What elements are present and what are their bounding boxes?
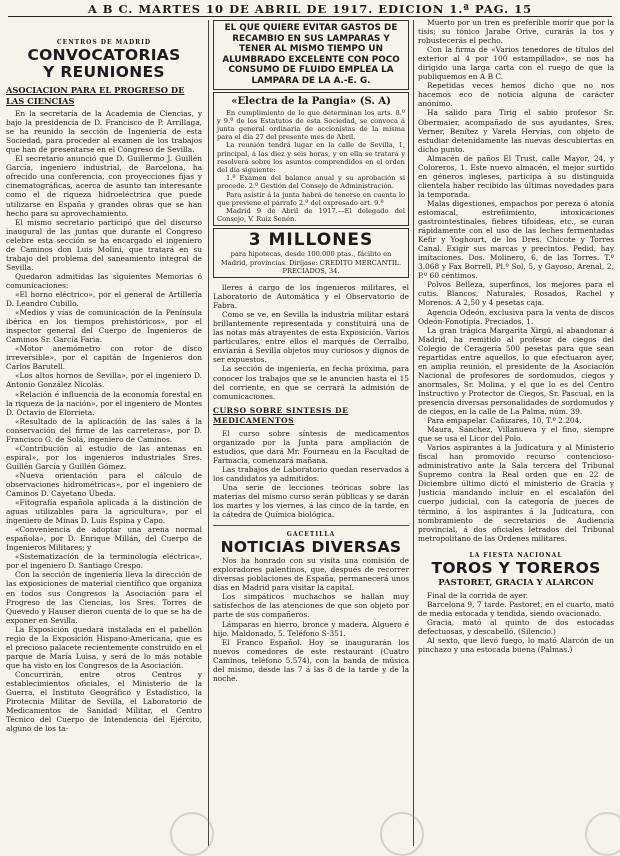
- paragraph: «Resultado de la aplicación de las sales á la conservación del firme de las carreteras», por D. Francisco G. de Solá, ingeniero de Caminos.: [6, 416, 202, 444]
- paragraph: Final de la corrida de ayer.: [427, 590, 528, 600]
- paragraph: Lámparas en hierro, bronce y madera. Alguero é hijo. Maldonado, 5. Teléfono S-351.: [213, 619, 409, 638]
- section-kicker: CENTROS DE MADRID: [56, 39, 152, 46]
- paragraph: El Franco Español. Hoy se inaugurarán los nuevos comedores de este restaurant (Cuatro Caminos, teléfono 5.574), con la banda de música del mismo, desde las 7 á las 8 de la tarde y de la noche.: [213, 637, 409, 683]
- column-left: [6, 18, 202, 848]
- paragraph: Varios aspirantes á la Judicatura y al Ministerio fiscal han promovido recurso contencioso-administrativo ante la Sala tercera del Tribunal Supremo contra la Real orden que en 22 de Diciembre último dictó el ministerio de Gracia y Justicia mandando incluir en el escalafón del cuerpo judicial, con la categoría de jueces de término, á los aspirantes á la Judicatura, con nombramiento de secretarios de Audiencia provincial, á dos oficiales letrados del Tribunal metropolitano de las Ordenes militares.: [418, 443, 614, 543]
- paragraph: La sección de ingeniería, en fecha próxima, para conocer los trabajos que se le anuncien hasta el 15 del corriente, en que se cerrará la admisión de comunicaciones.: [213, 364, 409, 401]
- paragraph: Agencia Odeón, exclusiva para la venta de discos Odeón-Fonotipia. Preciados, 1.: [418, 307, 614, 326]
- paragraph: Almacén de paños El Trust, calle Mayor, 24, y Coloreros, 1. Este nuevo almacén, el mejor surtido en géneros ingleses, participa á su distinguida clientela haber recibido las últimas novedades para la temporada.: [418, 153, 614, 199]
- advertisement-aeg: [213, 20, 409, 90]
- paragraph: Polvos Belleza, superfinos, los mejores para el cutis. Blancos, Naturales, Rosados, Rachel y Morenos. A 2,50 y 4 pesetas caja.: [418, 280, 614, 308]
- paragraph: «Sistematización de la terminología eléctrica», por el ingeniero D. Santiago Crespo.: [6, 552, 202, 571]
- paragraph: «Medios y vías de comunicación de la Península ibérica en los tiempos prehistóricos», por el inspector general del Cuerpo de Ingenieros de Caminos Sr. García Faria.: [6, 308, 202, 345]
- notice-body: [217, 109, 405, 224]
- paragraph: Concurrirán, entre otros Centros y establecimientos oficiales, el Ministerio de la Guerra, el Instituto Geográfico y Estadístico, la Pirotecnia Militar de Sevilla, el Laboratorio de Medicamentos de Sanidad Militar, el Centro Técnico del Cuerpo de Intendencia del Ejército, alguno de los ta-: [6, 669, 202, 734]
- article-body: [418, 18, 614, 543]
- paragraph: Una serie de lecciones teóricas sobre las materias del mismo curso serán públicas y se darán los martes y los viernes, á las cinco de la tarde, en la cátedra de Química biológica.: [213, 482, 409, 520]
- paragraph: Muerto por un tren es preferible morir que por la tisis; su tónico Jarabe Orive, curarás la tos y robustecerás el pecho.: [418, 18, 614, 46]
- article-subhead: CURSO SOBRE SINTESIS DE MEDICAMENTOS: [213, 405, 349, 425]
- paragraph: Repetidas veces hemos dicho que no nos hacemos eco de noticia alguna de carácter anónimo.: [418, 81, 614, 109]
- paragraph: Maura, Sánchez, Villanueva y el fino, siempre que se usa el Licor del Polo.: [418, 425, 614, 444]
- section-kicker: LA FIESTA NACIONAL: [469, 551, 563, 559]
- watermark-stamp: [170, 812, 214, 856]
- ad-text: EL QUE QUIERE EVITAR GASTOS DE RECAMBIO EN SUS LAMPARAS Y TENER AL MISMO TIEMPO UN ALUMBRADO EXCELENTE CON POCO CONSUMO DE FLUIDO EMPLEA LA LAMPARA DE LA A.-E. G.: [222, 23, 400, 86]
- paragraph: «Contribución al estudio de las antenas en espiral», por los ingenieros industriales Sres. Guillén García y Guillén Gómez.: [6, 443, 202, 471]
- section-title: NOTICIAS DIVERSAS: [220, 538, 402, 557]
- paragraph: Las trabajos de Laboratorio quedan reservados á los candidatos ya admitidos.: [213, 464, 409, 483]
- section-title: Y REUNIONES: [43, 63, 165, 82]
- paragraph: «El horno eléctrico», por el general de Artillería D. Leandro Cubillo.: [6, 289, 202, 309]
- notice-signature: Madrid 9 de Abril de 1917.—El delegado del Consejo, V. Ruiz Senén.: [217, 207, 405, 224]
- paragraph: La gran trágica Margarita Xirgú, al abandonar á Madrid, ha remitido al profesor de ciegos del Colegio de Ceragería 500 pesetas para que sean repartidas entre aquellos, lo que efectuaron ayer, en amplia reunión, el presidente de la Asociación Nacional de profesores de sordomudos, ciegos y anormales, Sr. Molina, y el que lo es del Centro Instructivo y Protector de Ciegos, Sr. Pascual, en la presencia diversas personalidades de sordomudos y de ciegos, en la calle de La Palma, núm. 39.: [418, 325, 614, 417]
- article-body: [213, 429, 409, 519]
- page-header: A B C. MARTES 10 DE ABRIL DE 1917. EDICION 1.ª PAG. 15: [8, 2, 612, 17]
- article-body: [213, 283, 409, 401]
- article-body: [213, 556, 409, 683]
- article-body: [418, 591, 614, 654]
- paragraph: Para empapelar. Cañizares, 10, T.º 2.204.: [427, 416, 582, 426]
- column-middle: [213, 18, 409, 848]
- paragraph: Con la sección de ingeniería lleva la dirección de las exposiciones de material científico que organiza en todos sus Congresos la Asociación para el Progreso de las Ciencias, los Sres. Torres de Quevedo y Hauser dieron cuenta de lo que se ha de exponer en Sevilla.: [6, 570, 202, 625]
- paragraph: «Los altos hornos de Sevilla», por el ingeniero D. Antonio González Nicolás.: [6, 371, 202, 390]
- notice-paragraph: En cumplimiento de lo que determinan los arts. 8.º y 9.º de los Estatutos de esta Sociedad, se convoca á junta general ordinaria de accionistas de la misma para el día 27 del presente mes de Abril.: [217, 108, 405, 142]
- column-rule: [413, 20, 414, 846]
- paragraph: «Fitografía española aplicada á la distinción de aguas utilizables para la agricultura», por el ingeniero de Minas D. Luis Espina y Capo.: [6, 498, 202, 526]
- ad-body: para hipotecas, desde 100.000 ptas., fácilito en Madrid, provincias. Diríjase: CREDITO MERCANTIL. PRECIADOS, 34.: [220, 250, 402, 275]
- paragraph: «Relación é influencia de la economía forestal en la riqueza de la nación», por el ingeniero de Montes D. Octavio de Elorrieta.: [6, 389, 202, 417]
- article-body: [6, 109, 202, 733]
- watermark-stamp: [585, 812, 620, 856]
- paragraph: «Conveniencia de adoptar una arena normal española», por D. Enrique Millán, del Cuerpo de Ingenieros Militares; y: [6, 525, 202, 553]
- watermark-stamp: [380, 812, 424, 856]
- article-subhead: ASOCIACION PARA EL PROGRESO DE LAS CIENCIAS: [6, 85, 185, 107]
- section-title: TOROS Y TOREROS: [431, 558, 601, 577]
- paragraph: El curso sobre síntesis de medicamentos organizado por la Junta para ampliación de estudios, que dará Mr. Fourneau en la Facultad de Farmacia, comenzará mañana.: [213, 428, 409, 465]
- gacetilla-kicker: GACETILLA: [213, 525, 409, 539]
- notice-paragraph: 1.º Examen del balance anual y su aprobación si procede. 2.º Gestión del Consejo de Administración.: [217, 174, 405, 191]
- paragraph: Malas digestiones, empachos por pereza ó atonía estomacal, estreñimiento, intoxicaciones gastrointestinales, fiebres tifoideas, etc., se curan rápidamente con el uso de las leches fermentadas Kefir y Yoghourt, de los Dres. Chicote y Torres Canal. Exigir sus marcas y precintos. Pedid, hay imitaciones. Dos. Molinero, 6, de las Torres. T.º 3.068 y Fax Borrell, Pl.º Sol, 5, y Gayoso, Arenal, 2, P.º 60 céntimos.: [418, 198, 614, 281]
- paragraph: Nos ha honrado con su visita una comisión de exploradores palentinos, que, después de recorrer diversas poblaciones de España, permanecerá unos días en Madrid para visitar la capital.: [213, 556, 409, 593]
- paragraph: Gracia, mató al quinto de dos estocadas defectuosas, y descabelló. (Silencio.): [418, 617, 614, 636]
- paragraph: Al sexto, que llevó fuego, lo mató Alarcón de un pinchazo y una estocada buena (Palmas.): [418, 636, 614, 655]
- paragraph: La Exposición quedará instalada en el pabellón regio de la Exposición Hispano-Americana, que es el precioso palacete recientemente construido en el parque de María Luisa, y será de lo más notable que ha visto en los Congresos de la Asociación.: [6, 624, 202, 670]
- advertisement-millones: [213, 228, 409, 278]
- paragraph: El mismo secretario participó que del discurso inaugural de las juntas que durante el Congreso celebre esta sección se ha encargado el ingeniero de Caminos don Luis Molini, que tratará en su trabajo del problema del saneamiento integral de Sevilla.: [6, 217, 202, 272]
- ad-title: 3 MILLONES: [248, 230, 374, 251]
- paragraph: Quedaron admitidas las siguientes Memorias ó comunicaciones:: [6, 271, 202, 290]
- paragraph: lleres á cargo de los ingenieros militares, el Laboratorio de Automática y el Observatorio de Fabra.: [213, 283, 409, 311]
- notice-paragraph: Para asistir á la junta habrá de tenerse en cuenta lo que previene el párrafo 2.º del expresado art. 9.º: [217, 190, 405, 207]
- paragraph: «Motor anemómetro con rotor de disco irreversible», por el capitán de Ingenieros don Carlos Barutell.: [6, 344, 202, 372]
- section-title: CONVOCATORIAS: [27, 46, 181, 65]
- paragraph: Como se ve, en Sevilla la industria militar estará brillantemente representada y constituirá una de las notas más atrayentes de esta Exposición. Varios particulares, entre ellos el marqués de Cerralbo, enviarán á Sevilla objetos muy curiosos y dignos de ser expuestos.: [213, 310, 409, 365]
- column-rule: [208, 20, 209, 846]
- paragraph: Con la firma de «Varios tenedores de títulos del exterior al 4 por 100 estampillado», se nos ha dirigido una larga carta con el ruego de que la publiquemos en A B C.: [418, 45, 614, 82]
- paragraph: Los simpáticos muchachos se hallan muy satisfechos de las atenciones de que son objeto por parte de sus compañeros.: [213, 592, 409, 620]
- paragraph: El secretario anunció que D. Guillermo J. Guillén García, ingeniero industrial, de Barcelona, ha ofrecido una conferencia, con proyecciones fijas y cinematográficas, acerca de asunto tan interesante como el de riqueza hidroeléctrica que puede utilizarse en España y grandes obras que se han hecho para su aprovechamiento.: [6, 154, 202, 218]
- column-right: [418, 18, 614, 848]
- notice-title: «Electra de la Pangia» (S. A): [231, 95, 391, 107]
- paragraph: En la secretaría de la Academia de Ciencias, y bajo la presidencia de D. Francisco de P. Arrillaga, se ha reunido la sección de Ingeniería de esta Sociedad, para proceder al examen de los trabajos que han de presentarse en el Congreso de Sevilla.: [6, 109, 202, 155]
- notice-paragraph: La reunión tendrá lugar en la calle de Sevilla, 1, principal, á las diez y seis horas, y en ella se tratará y resolverá sobre los asuntos comprendidos en el orden del día siguiente:: [217, 141, 405, 175]
- paragraph: Ha salido para Tirig el sabio profesor Sr. Obermaier, acompañado de sus ayudantes, Sres. Verner, Benítez y Varela Hervías, con objeto de estudiar detenidamente las nuevas descubiertas en dicho punto.: [418, 108, 614, 154]
- paragraph: «Nueva orientación para el cálculo de observaciones hidrométricas», por el ingeniero de Caminos D. Cayetano Úbeda.: [6, 470, 202, 499]
- advertisement-notice: [213, 92, 409, 227]
- paragraph: Barcelona 9, 7 tarde. Pastoret, en el cuarto, mató de media estocada y tendida, siendo ovacionado.: [418, 599, 614, 618]
- article-subhead: PASTORET, GRACIA Y ALARCON: [438, 577, 594, 588]
